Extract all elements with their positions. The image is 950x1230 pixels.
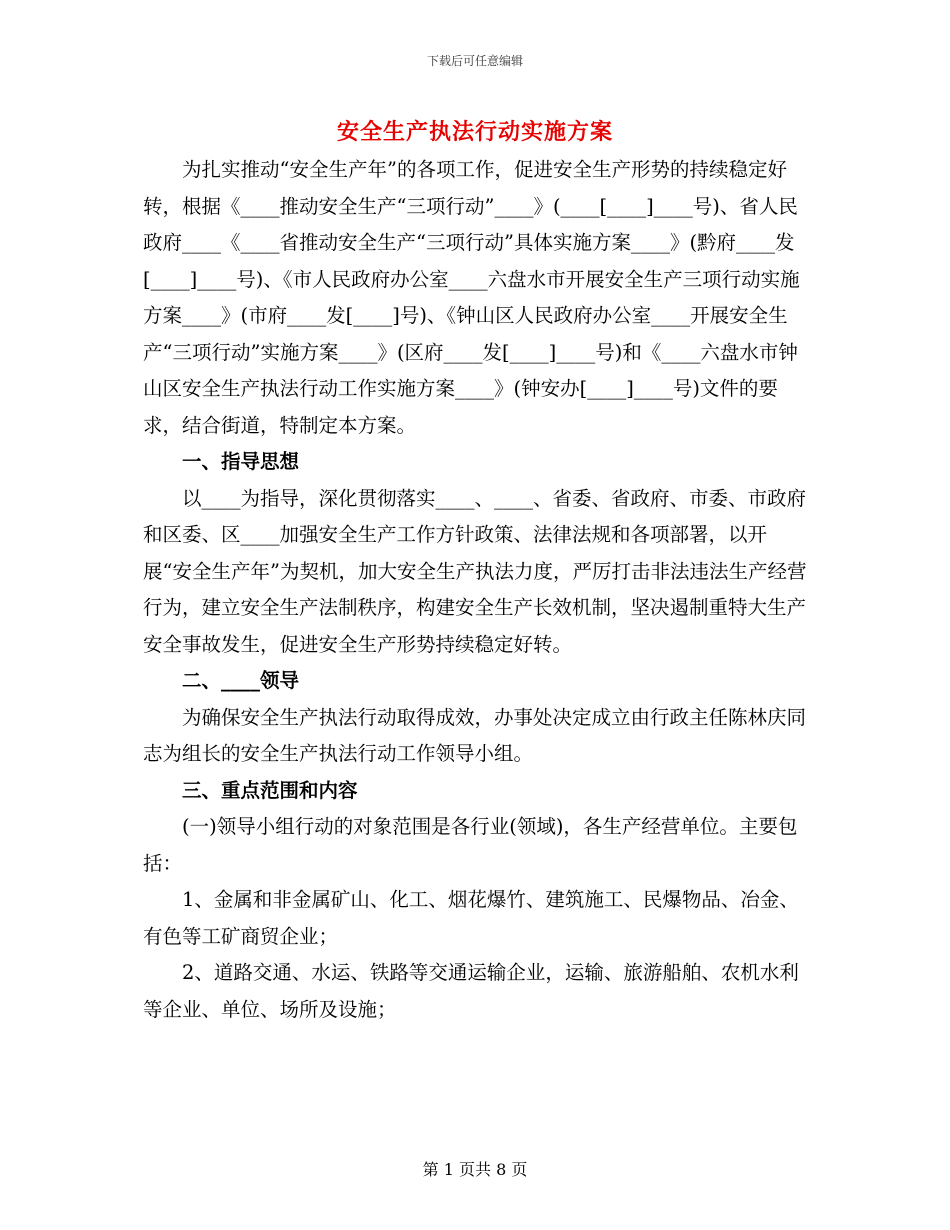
leadership-paragraph: 为确保安全生产执法行动取得成效，办事处决定成立由行政主任陈林庆同志为组长的安全生产执法行动工作领导小组。 <box>143 705 807 765</box>
scope-item-1: 1、金属和非金属矿山、化工、烟花爆竹、建筑施工、民爆物品、冶金、有色等工矿商贸企业； <box>143 888 799 948</box>
guiding-ideology-paragraph: 以____为指导，深化贯彻落实____、____、省委、省政府、市委、市政府和区委、区____加强安全生产工作方针政策、法律法规和各项部署，以开展“安全生产年”为契机，加大安全生产执法力度，严厉打击非法违法生产经营行为，建立安全生产法制秩序，构建安全生产长效机制，坚决遏制重特大生产安全事故发生，促进安全生产形势持续稳定好转。 <box>143 486 807 656</box>
intro-paragraph: 为扎实推动“安全生产年”的各项工作，促进安全生产形势的持续稳定好转，根据《____推动安全生产“三项行动”____》(____[____]____号)、省人民政府____《____省推动安全生产“三项行动”具体实施方案____》(黔府____发[____]____号)、《市人民政府办公室____六盘水市开展安全生产三项行动实施方案____》(市府____发[____]号)、《钟山区人民政府办公室____开展安全生产“三项行动”实施方案____》(区府____发[____]____号)和《____六盘水市钟山区安全生产执法行动工作实施方案____》(钟安办[____]____号)文件的要求，结合街道，特制定本方案。 <box>143 158 800 437</box>
section-heading-leadership: 二、____领导 <box>182 669 300 692</box>
scope-paragraph: (一)领导小组行动的对象范围是各行业(领域)，各生产经营单位。主要包括： <box>143 815 798 875</box>
document-body <box>143 152 811 1028</box>
section-heading-scope: 三、重点范围和内容 <box>182 778 358 802</box>
document-title: 安全生产执法行动实施方案 <box>336 120 613 145</box>
section-heading-guiding-ideology: 一、指导思想 <box>182 450 300 473</box>
scope-item-2: 2、道路交通、水运、铁路等交通运输企业，运输、旅游船舶、农机水利等企业、单位、场所及设施； <box>143 961 799 1021</box>
page-header-note: 下载后可任意编辑 <box>426 54 523 68</box>
page-number: 第 1 页共 8 页 <box>422 1160 528 1179</box>
